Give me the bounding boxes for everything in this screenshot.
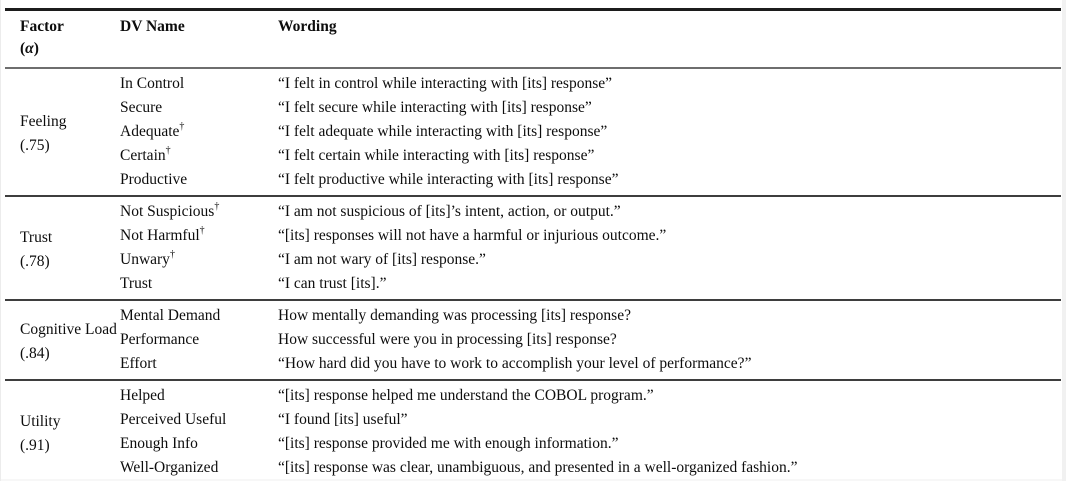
- wording-cell: How mentally demanding was processing [its] response?: [278, 307, 631, 324]
- table-row: [5, 272, 1061, 300]
- factor-cell: [5, 68, 120, 196]
- factor-group-trust: [5, 196, 1061, 300]
- wording-cell: “I felt productive while interacting with [its] response”: [278, 171, 619, 188]
- table-row: [5, 68, 1061, 96]
- table-row: [5, 352, 1061, 380]
- dv-name-cell: Enough Info: [120, 435, 198, 452]
- table-row: [5, 380, 1061, 408]
- table-row: [5, 408, 1061, 432]
- factor-name: Feeling: [20, 112, 67, 130]
- table-row: [5, 120, 1061, 144]
- wording-cell: “I found [its] useful”: [278, 411, 408, 428]
- wording-cell: “[its] response was clear, unambiguous, and presented in a well-organized fashion.”: [278, 459, 798, 476]
- dagger-mark: †: [165, 144, 171, 156]
- wording-cell: “[its] response provided me with enough information.”: [278, 435, 619, 452]
- header-factor: [5, 10, 120, 69]
- dagger-mark: †: [169, 248, 175, 260]
- table-row: [5, 456, 1061, 481]
- table-row: [5, 248, 1061, 272]
- dv-name-cell: Well-Organized: [120, 459, 219, 476]
- wording-cell: “I felt adequate while interacting with [its] response”: [278, 123, 608, 140]
- dv-name-cell: Not Suspicious†: [120, 200, 220, 220]
- factor-group-feeling: [5, 68, 1061, 196]
- dagger-mark: †: [199, 224, 205, 236]
- table-row: [5, 328, 1061, 352]
- wording-cell: “I am not suspicious of [its]’s intent, action, or output.”: [278, 203, 621, 220]
- dv-name-cell: Certain†: [120, 144, 171, 164]
- factor-name: Utility: [20, 412, 61, 430]
- wording-cell: “[its] response helped me understand the COBOL program.”: [278, 387, 654, 404]
- factor-name: Trust: [20, 228, 53, 246]
- wording-cell: “[its] responses will not have a harmful or injurious outcome.”: [278, 227, 667, 244]
- header-wording: Wording: [278, 10, 1061, 69]
- header-dv-name: DV Name: [120, 10, 278, 69]
- dv-name-cell: Productive: [120, 171, 188, 188]
- dv-name-cell: Not Harmful†: [120, 224, 205, 244]
- factor-cell: [5, 300, 120, 380]
- table-row: [5, 168, 1061, 196]
- factor-alpha: (.75): [20, 136, 50, 154]
- dagger-mark: †: [179, 120, 185, 132]
- factor-cell: [5, 196, 120, 300]
- factor-cell: [5, 380, 120, 481]
- dv-name-cell: In Control: [120, 75, 185, 92]
- wording-cell: How successful were you in processing [its] response?: [278, 331, 617, 348]
- header-factor-label: Factor: [20, 18, 64, 35]
- factor-alpha: (.78): [20, 252, 50, 270]
- table-row: [5, 96, 1061, 120]
- dv-name-cell: Perceived Useful: [120, 411, 227, 428]
- wording-cell: “How hard did you have to work to accomplish your level of performance?”: [278, 355, 752, 372]
- table-row: [5, 432, 1061, 456]
- factor-group-cognitive-load: [5, 300, 1061, 380]
- wording-cell: “I am not wary of [its] response.”: [278, 251, 486, 268]
- dv-name-cell: Performance: [120, 331, 200, 348]
- wording-cell: “I can trust [its].”: [278, 275, 387, 292]
- dv-name-cell: Adequate†: [120, 120, 185, 140]
- table-row: [5, 300, 1061, 328]
- factor-alpha: (.84): [20, 344, 50, 362]
- dv-name-cell: Helped: [120, 387, 165, 404]
- dv-name-cell: Trust: [120, 275, 153, 292]
- measurement-items-table: [5, 8, 1061, 481]
- wording-cell: “I felt secure while interacting with [its] response”: [278, 99, 592, 116]
- wording-cell: “I felt in control while interacting with [its] response”: [278, 75, 613, 92]
- dv-name-cell: Mental Demand: [120, 307, 221, 324]
- table-row: [5, 224, 1061, 248]
- table-header: [5, 10, 1061, 69]
- table-row: [5, 196, 1061, 224]
- dagger-mark: †: [214, 200, 220, 212]
- dv-name-cell: Unwary†: [120, 248, 175, 268]
- dv-name-cell: Effort: [120, 355, 157, 372]
- factor-name: Cognitive Load: [20, 320, 117, 338]
- factor-alpha: (.91): [20, 436, 50, 454]
- header-alpha-label: (α): [20, 40, 39, 57]
- dv-name-cell: Secure: [120, 99, 163, 116]
- table-row: [5, 144, 1061, 168]
- wording-cell: “I felt certain while interacting with [its] response”: [278, 147, 595, 164]
- alpha-symbol: α: [25, 40, 34, 57]
- factor-group-utility: [5, 380, 1061, 481]
